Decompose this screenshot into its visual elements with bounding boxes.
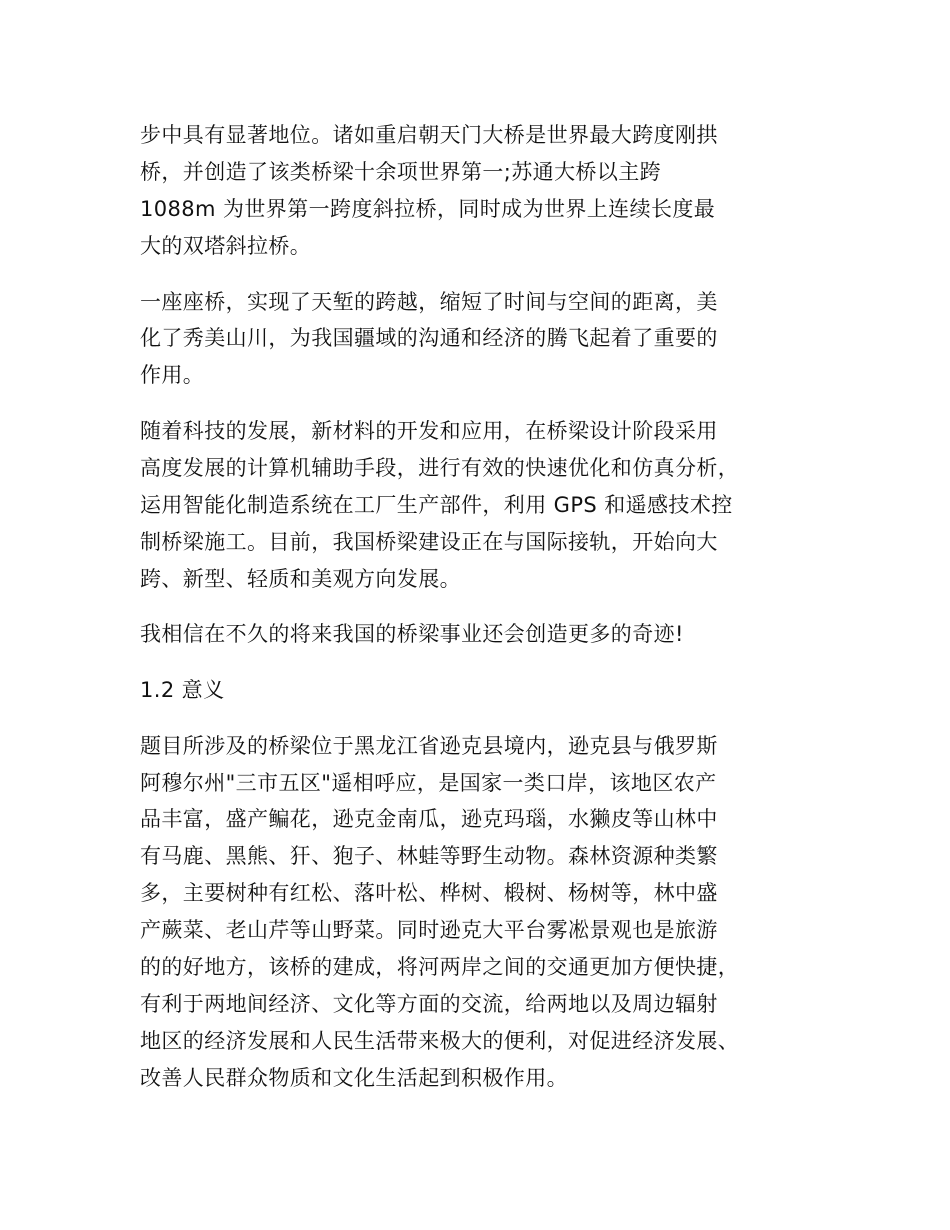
paragraph-line: 步中具有显著地位。诸如重启朝天门大桥是世界最大跨度刚拱 [140, 123, 718, 147]
paragraph-line: 运用智能化制造系统在工厂生产部件，利用 GPS 和遥感技术控 [140, 493, 733, 517]
paragraph-line: 产蕨菜、老山芹等山野菜。同时逊克大平台雾凇景观也是旅游 [140, 918, 718, 942]
paragraph-line: 化了秀美山川，为我国疆域的沟通和经济的腾飞起着了重要的 [140, 326, 718, 350]
paragraph-line: 大的双塔斜拉桥。 [140, 234, 312, 258]
paragraph-line: 制桥梁施工。目前，我国桥梁建设正在与国际接轨，开始向大 [140, 530, 718, 554]
paragraph-line: 跨、新型、轻质和美观方向发展。 [140, 567, 461, 591]
paragraph-line: 有利于两地间经济、文化等方面的交流，给两地以及周边辐射 [140, 992, 718, 1016]
paragraph-line: 作用。 [140, 363, 205, 387]
paragraph-line: 的的好地方，该桥的建成，将河两岸之间的交通更加方便快捷， [140, 955, 740, 979]
paragraph-line: 改善人民群众物质和文化生活起到积极作用。 [140, 1066, 568, 1090]
paragraph-line: 品丰富，盛产鳊花，逊克金南瓜，逊克玛瑙，水獭皮等山林中 [140, 807, 718, 831]
paragraph-line: 题目所涉及的桥梁位于黑龙江省逊克县境内，逊克县与俄罗斯 [140, 734, 718, 758]
paragraph-line: 桥，并创造了该类桥梁十余项世界第一;苏通大桥以主跨 [140, 160, 662, 184]
paragraph-line: 阿穆尔州"三市五区"遥相呼应，是国家一类口岸，该地区农产 [140, 771, 717, 795]
paragraph-line: 高度发展的计算机辅助手段，进行有效的快速优化和仿真分析， [140, 456, 740, 480]
paragraph-line: 多，主要树种有红松、落叶松、桦树、椴树、杨树等，林中盛 [140, 881, 718, 905]
paragraph-line: 一座座桥，实现了天堑的跨越，缩短了时间与空间的距离，美 [140, 290, 718, 314]
section-heading: 1.2 意义 [140, 678, 225, 702]
paragraph-line: 我相信在不久的将来我国的桥梁事业还会创造更多的奇迹! [140, 622, 684, 646]
paragraph-line: 1088m 为世界第一跨度斜拉桥，同时成为世界上连续长度最 [140, 197, 716, 221]
paragraph-line: 有马鹿、黑熊、犴、狍子、林蛙等野生动物。森林资源种类繁 [140, 844, 718, 868]
paragraph-line: 随着科技的发展，新材料的开发和应用，在桥梁设计阶段采用 [140, 419, 718, 443]
paragraph-line: 地区的经济发展和人民生活带来极大的便利，对促进经济发展、 [140, 1029, 740, 1053]
